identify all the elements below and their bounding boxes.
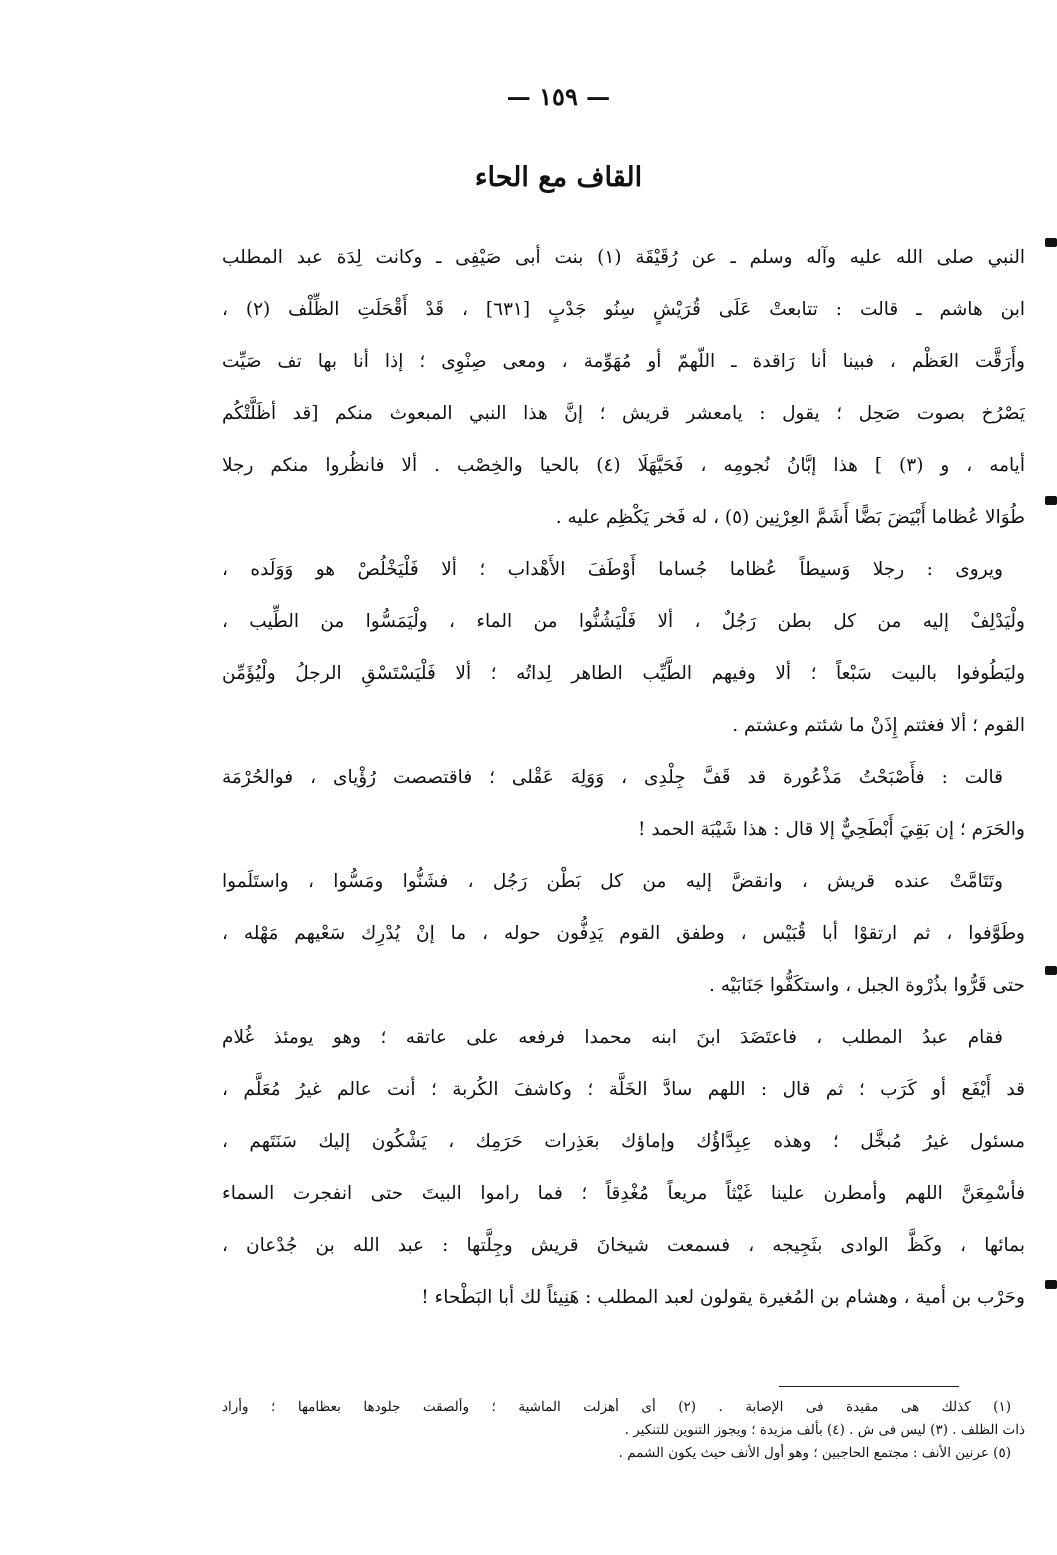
scan-edge-mark [1045,1280,1057,1289]
text-line: وطَوَّفوا ، ثم ارتقوْا أبا قُبَيْس ، وطفق القوم يَدِفُّون حوله ، ما إنْ يُدْرِك سَعْيهم مَهْله ، [222,923,1025,944]
text-line: يَصْرُخ بصوت صَحِل ؛ يقول : يامعشر قريش ؛ إنَّ هذا النبي المبعوث منكم [قد أظَلَّتْكُم [222,403,1025,424]
footnotes [222,1396,1025,1465]
text-line: وليَطُوفوا بالبيت سَبْعاً ؛ ألا وفيهم الطَّيِّب الطاهر لِداتُه ؛ ألا فَلْيَسْتَسْقِ الرجلُ ولْيُؤَمِّن [222,663,1025,684]
text-line: ابن هاشم ـ قالت : تتابعتْ عَلَى قُرَيْشٍ سِنُو جَدْبٍ [٦٣١] ، قَدْ أَقْحَلَتِ الظِّلْف (٢) ، [222,299,1025,320]
text-line: قد أَيْفَع أو كَرَب ؛ ثم قال : اللهم سادَّ الخَلَّة ؛ وكاشفَ الكُربة ؛ أنت عالم غيرُ مُعَلَّم ، [222,1079,1025,1100]
text-line: طُوَالا عُظاما أَبْيَضَ بَضًّا أَشَمَّ العِرْنِين (٥) ، له فَخر يَكْظِم عليه . [555,507,1025,528]
text-line: القوم ؛ ألا فغثتم إِذَنْ ما شئتم وعشتم . [732,715,1025,736]
footnote-divider [779,1386,959,1387]
text-line: وتَتَامَّتْ عنده قريش ، وانقضَّ إليه من كل بَطْن رَجُل ، فشَنُّوا ومَسُّوا ، واستَلَموا [222,871,1003,892]
chapter-title: القاف مع الحاء [474,162,643,193]
scan-edge-mark [1045,238,1057,247]
text-line: قالت : فأَصْبَحْتُ مَذْعُورة قد قَفَّ جِلْدِى ، وَوَلِهَ عَقْلى ؛ فاقتصصت رُؤْياى ، فوالحُرْمَة [222,767,1003,788]
text-line: فأسْمِعَنَّ اللهم وأمطرن علينا غَيْثاً مريعاً مُغْدِقاً ؛ فما راموا البيتَ حتى انفجرت السماء [222,1183,1025,1204]
footnote-line: (١) كذلك هى مقيدة فى الإصابة . (٢) أى أهزلت الماشية ؛ وألصقت جلودها بعظامها ؛ وأراد [222,1399,1011,1415]
scan-edge-mark [1045,496,1057,505]
page-number: — ١٥٩ — [506,82,611,111]
text-line: مسئول غيرُ مُبخَّل ؛ وهذه عِبِدَّاؤُك وإماؤك بعَذِرات حَرَمِك ، يَشْكُون إليك سَنَتَهم ، [222,1131,1025,1152]
text-line: ولْيَدْلِفْ إليه من كل بطن رَجُلٌ ، ألا فَلْيَشُنُّوا من الماء ، ولْيَمَسُّوا من الطِّيب ، [222,611,1025,632]
main-text [222,232,1025,1324]
text-line: أيامه ، و (٣) ] هذا إبَّانُ نُجومِه ، فَحَيَّهَلَا (٤) بالحيا والخِصْب . ألا فانظُروا منكم رجلا [222,455,1025,476]
footnote-line: (٥) عرنين الأنف : مجتمع الحاجبين ؛ وهو أول الأنف حيث يكون الشمم . [618,1445,1011,1461]
footnote-line: ذات الظلف . (٣) ليس فى ش . (٤) بألف مزيدة ؛ ويجوز التنوين للتنكير . [624,1422,1025,1438]
text-line: بمائها ، وكَظَّ الوادى بثَجِيجه ، فسمعت شيخانَ قريش وجِلَّتها : عبد الله بن جُدْعان ، [222,1235,1025,1256]
text-line: وأَرَقَّت العَظْم ، فبينا أنا رَاقدة ـ اللّهمّ أو مُهَوِّمة ، ومعى صِنْوِى ؛ إذا أنا بها تف صَيِّت [222,351,1025,372]
text-line: فقام عبدُ المطلب ، فاعتَضَدَ ابنَ ابنه محمدا فرفعه على عاتقه ؛ وهو يومئذ غُلام [222,1027,1003,1048]
scan-edge-mark [1045,966,1057,975]
text-line: حتى قَرُّوا بذُرْوة الجبل ، واستكَفُّوا جَنَابَيْه . [708,975,1025,996]
text-line: وحَرْب بن أمية ، وهشام بن المُغيرة يقولون لعبد المطلب : هَنِيئاً لك أبا البَطْحاء ! [421,1287,1025,1308]
text-line: ويروى : رجلا وَسيطاً عُظاما جُساما أَوْطَفَ الأَهْداب ؛ ألا فَلْيَخْلُصْ هو وَوَلَده ، [222,559,1003,580]
text-line: النبي صلى الله عليه وآله وسلم ـ عن رُقَيْقَة (١) بنت أبى صَيْفِى ـ وكانت لِدَة عبد المطلب [222,247,1025,268]
text-line: والحَرَم ؛ إن بَقِيَ أَبْطَحِيٌّ إلا قال : هذا شَيْبَة الحمد ! [638,819,1025,840]
